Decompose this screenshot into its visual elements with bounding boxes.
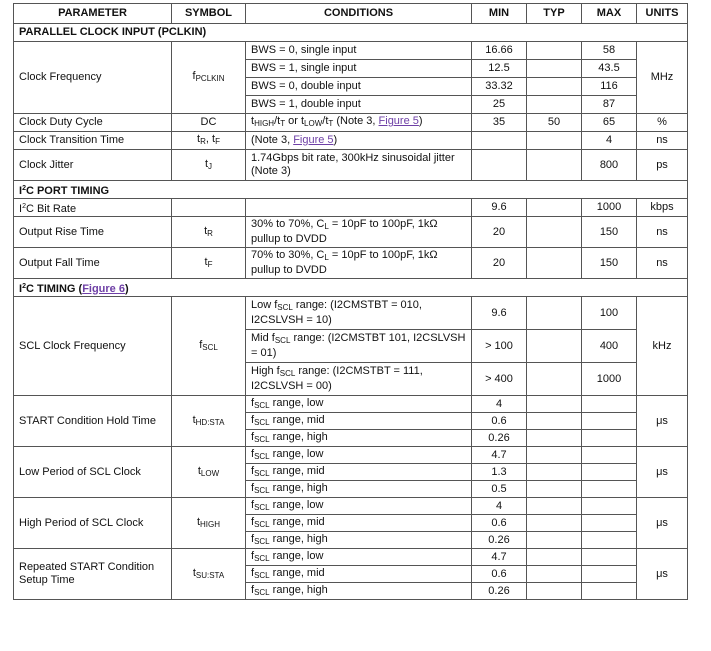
symbol-fall: $t_F$: [172, 248, 246, 279]
max-cell: [582, 549, 637, 566]
condition-cell: 1.74Gbps bit rate, 300kHz sinusoidal jitter (Note 3): [246, 150, 472, 181]
table-row: [14, 396, 688, 413]
table-row: [14, 217, 688, 248]
max-cell: [582, 396, 637, 413]
table-row: [14, 42, 688, 60]
symbol-jitter: $t_J$: [172, 150, 246, 181]
typ-cell: [527, 549, 582, 566]
condition-cell: $f_{SCL}$ range, mid: [246, 413, 472, 430]
min-cell: 0.6: [472, 413, 527, 430]
unit-cell: ns: [637, 248, 688, 279]
min-cell: 4: [472, 498, 527, 515]
condition-cell: $f_{SCL}$ range, low: [246, 396, 472, 413]
header-typ: TYP: [527, 4, 582, 24]
figure-5-link[interactable]: Figure 5: [378, 115, 419, 127]
max-cell: 150: [582, 248, 637, 279]
condition-cell: [246, 199, 472, 217]
typ-cell: [527, 42, 582, 60]
min-cell: 0.5: [472, 481, 527, 498]
min-cell: 0.6: [472, 515, 527, 532]
typ-cell: [527, 132, 582, 150]
condition-cell: BWS = 1, single input: [246, 60, 472, 78]
min-cell: 9.6: [472, 297, 527, 330]
max-cell: 87: [582, 96, 637, 114]
header-conditions: CONDITIONS: [246, 4, 472, 24]
condition-cell: 30% to 70%, $C_L = 10pF$ to 100pF, 1kΩ pullup to DVDD: [246, 217, 472, 248]
min-cell: 0.26: [472, 532, 527, 549]
max-cell: [582, 532, 637, 549]
min-cell: 20: [472, 217, 527, 248]
section-row: [14, 24, 688, 42]
min-cell: [472, 132, 527, 150]
table-row: [14, 114, 688, 132]
section-i2c-port-timing: $I^2C$ PORT TIMING: [14, 181, 688, 199]
param-output-fall-time: Output Fall Time: [14, 248, 172, 279]
typ-cell: [527, 330, 582, 363]
max-cell: [582, 515, 637, 532]
condition-cell: High $f_{SCL}$ range: (I2CMSTBT = 111, I2CSLVSH = 00): [246, 363, 472, 396]
param-duty-cycle: Clock Duty Cycle: [14, 114, 172, 132]
table-row: [14, 498, 688, 515]
condition-cell: (Note 3, Figure 5): [246, 132, 472, 150]
symbol-start-hold: $t_{HD:STA}$: [172, 396, 246, 447]
typ-cell: [527, 78, 582, 96]
condition-cell: $f_{SCL}$ range, mid: [246, 566, 472, 583]
section-row: [14, 181, 688, 199]
symbol-duty-cycle: DC: [172, 114, 246, 132]
table-row: [14, 549, 688, 566]
typ-cell: [527, 430, 582, 447]
typ-cell: [527, 447, 582, 464]
header-row: [14, 4, 688, 24]
unit-cell: μs: [637, 549, 688, 600]
max-cell: 100: [582, 297, 637, 330]
param-output-rise-time: Output Rise Time: [14, 217, 172, 248]
condition-cell: BWS = 0, double input: [246, 78, 472, 96]
max-cell: 800: [582, 150, 637, 181]
figure-6-link[interactable]: Figure 6: [82, 282, 125, 295]
typ-cell: [527, 248, 582, 279]
typ-cell: [527, 498, 582, 515]
typ-cell: [527, 481, 582, 498]
symbol-clock-frequency: $f_{PCLKIN}$: [172, 42, 246, 114]
condition-cell: $f_{SCL}$ range, high: [246, 481, 472, 498]
param-start-hold: START Condition Hold Time: [14, 396, 172, 447]
unit-cell: kbps: [637, 199, 688, 217]
max-cell: [582, 447, 637, 464]
section-i2c-timing: $I^2C$ TIMING (Figure 6): [14, 279, 688, 297]
header-max: MAX: [582, 4, 637, 24]
table-row: [14, 199, 688, 217]
min-cell: 4.7: [472, 549, 527, 566]
max-cell: 43.5: [582, 60, 637, 78]
header-symbol: SYMBOL: [172, 4, 246, 24]
symbol-rise: $t_R$: [172, 217, 246, 248]
max-cell: [582, 413, 637, 430]
max-cell: [582, 566, 637, 583]
condition-cell: BWS = 1, double input: [246, 96, 472, 114]
table-row: [14, 447, 688, 464]
unit-cell: μs: [637, 447, 688, 498]
min-cell: 33.32: [472, 78, 527, 96]
typ-cell: [527, 396, 582, 413]
symbol-low-period: $t_{LOW}$: [172, 447, 246, 498]
figure-5-link[interactable]: Figure 5: [293, 134, 334, 146]
section-row: [14, 279, 688, 297]
header-parameter: PARAMETER: [14, 4, 172, 24]
typ-cell: [527, 363, 582, 396]
min-cell: 16.66: [472, 42, 527, 60]
table-row: [14, 297, 688, 330]
max-cell: 116: [582, 78, 637, 96]
min-cell: 12.5: [472, 60, 527, 78]
max-cell: 4: [582, 132, 637, 150]
symbol-high-period: $t_{HIGH}$: [172, 498, 246, 549]
typ-cell: [527, 532, 582, 549]
condition-cell: BWS = 0, single input: [246, 42, 472, 60]
max-cell: [582, 430, 637, 447]
unit-cell: ps: [637, 150, 688, 181]
unit-cell: MHz: [637, 42, 688, 114]
min-cell: > 400: [472, 363, 527, 396]
condition-cell: $f_{SCL}$ range, mid: [246, 515, 472, 532]
condition-cell: $f_{SCL}$ range, high: [246, 532, 472, 549]
param-repeated-start-setup: Repeated START Condition Setup Time: [14, 549, 172, 600]
unit-cell: μs: [637, 498, 688, 549]
typ-cell: [527, 150, 582, 181]
condition-cell: 70% to 30%, $C_L = 10pF$ to 100pF, 1kΩ pullup to DVDD: [246, 248, 472, 279]
typ-cell: [527, 583, 582, 600]
condition-cell: $f_{SCL}$ range, low: [246, 498, 472, 515]
header-min: MIN: [472, 4, 527, 24]
typ-cell: [527, 60, 582, 78]
max-cell: [582, 498, 637, 515]
electrical-characteristics-table: [13, 3, 688, 600]
param-bit-rate: $I^2C$ Bit Rate: [14, 199, 172, 217]
param-high-period: High Period of SCL Clock: [14, 498, 172, 549]
max-cell: [582, 464, 637, 481]
condition-cell: $f_{SCL}$ range, mid: [246, 464, 472, 481]
unit-cell: ns: [637, 132, 688, 150]
max-cell: 1000: [582, 363, 637, 396]
param-transition-time: Clock Transition Time: [14, 132, 172, 150]
typ-cell: [527, 217, 582, 248]
min-cell: > 100: [472, 330, 527, 363]
min-cell: 9.6: [472, 199, 527, 217]
param-low-period: Low Period of SCL Clock: [14, 447, 172, 498]
condition-cell: $f_{SCL}$ range, low: [246, 447, 472, 464]
min-cell: 20: [472, 248, 527, 279]
table-row: [14, 248, 688, 279]
param-clock-frequency: Clock Frequency: [14, 42, 172, 114]
min-cell: 35: [472, 114, 527, 132]
max-cell: 65: [582, 114, 637, 132]
section-parallel-clock: PARALLEL CLOCK INPUT (PCLKIN): [14, 24, 688, 42]
max-cell: 400: [582, 330, 637, 363]
min-cell: 4.7: [472, 447, 527, 464]
condition-cell: $f_{SCL}$ range, low: [246, 549, 472, 566]
symbol-transition: $t_R$, $t_F$: [172, 132, 246, 150]
condition-cell: $f_{SCL}$ range, high: [246, 583, 472, 600]
max-cell: 1000: [582, 199, 637, 217]
max-cell: [582, 481, 637, 498]
condition-cell: $f_{SCL}$ range, high: [246, 430, 472, 447]
header-units: UNITS: [637, 4, 688, 24]
unit-cell: μs: [637, 396, 688, 447]
min-cell: 25: [472, 96, 527, 114]
symbol-repeated-start: $t_{SU:STA}$: [172, 549, 246, 600]
table-row: [14, 150, 688, 181]
condition-cell: $t_{HIGH}/t_T$ or $t_{LOW}/t_T$ (Note 3, Figure 5): [246, 114, 472, 132]
param-scl-frequency: SCL Clock Frequency: [14, 297, 172, 396]
min-cell: 0.26: [472, 583, 527, 600]
min-cell: [472, 150, 527, 181]
typ-cell: [527, 297, 582, 330]
param-clock-jitter: Clock Jitter: [14, 150, 172, 181]
min-cell: 0.26: [472, 430, 527, 447]
typ-cell: [527, 96, 582, 114]
symbol-cell: [172, 199, 246, 217]
max-cell: 58: [582, 42, 637, 60]
max-cell: 150: [582, 217, 637, 248]
typ-cell: [527, 199, 582, 217]
typ-cell: [527, 515, 582, 532]
typ-cell: [527, 413, 582, 430]
min-cell: 4: [472, 396, 527, 413]
typ-cell: [527, 464, 582, 481]
symbol-scl: $f_{SCL}$: [172, 297, 246, 396]
unit-cell: kHz: [637, 297, 688, 396]
typ-cell: 50: [527, 114, 582, 132]
typ-cell: [527, 566, 582, 583]
condition-cell: Mid $f_{SCL}$ range: (I2CMSTBT 101, I2CSLVSH = 01): [246, 330, 472, 363]
unit-cell: ns: [637, 217, 688, 248]
unit-cell: %: [637, 114, 688, 132]
min-cell: 1.3: [472, 464, 527, 481]
condition-cell: Low $f_{SCL}$ range: (I2CMSTBT = 010, I2CSLVSH = 10): [246, 297, 472, 330]
max-cell: [582, 583, 637, 600]
table-row: [14, 132, 688, 150]
min-cell: 0.6: [472, 566, 527, 583]
